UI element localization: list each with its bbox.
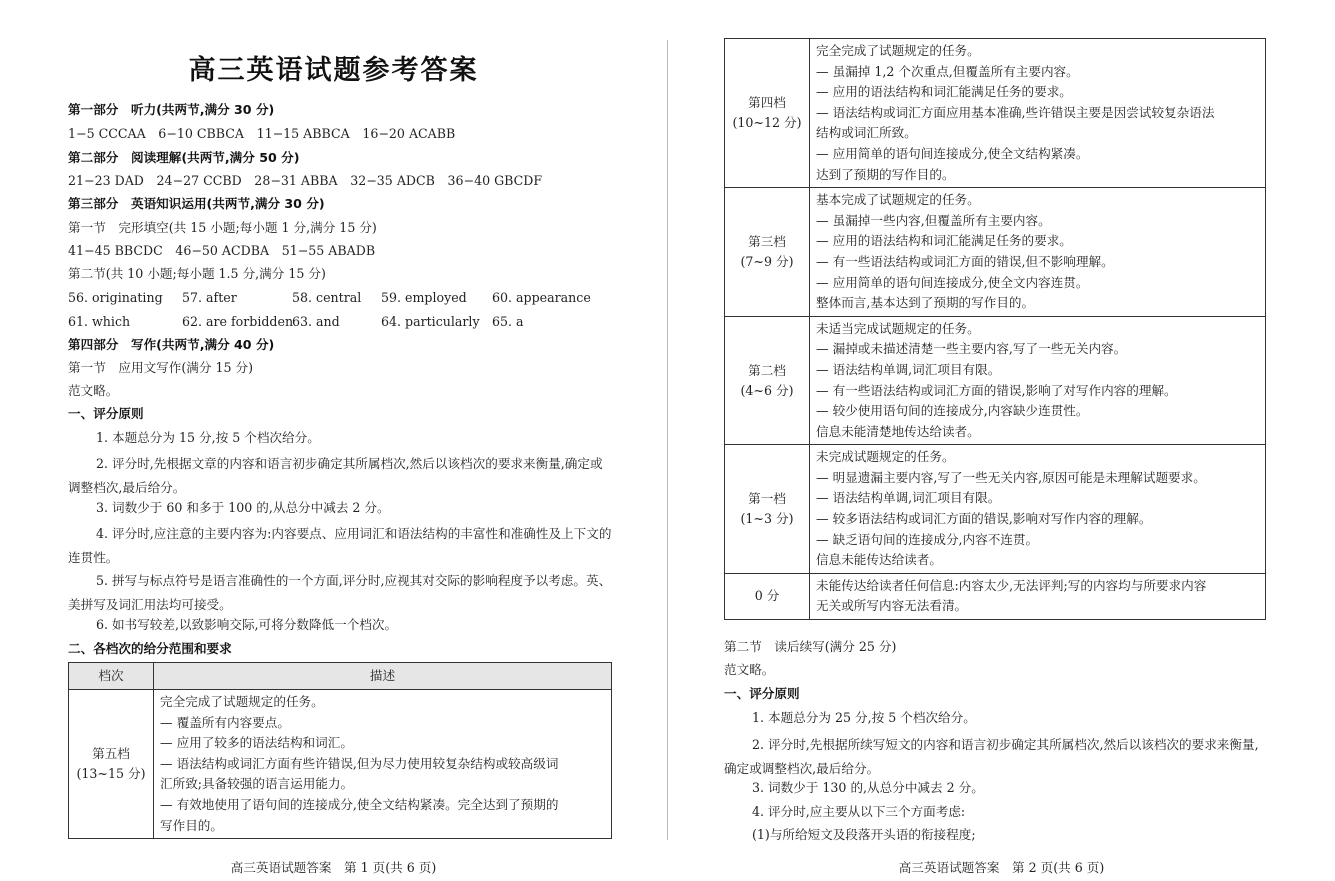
level-cell: [725, 39, 810, 188]
description-line: — 有效地使用了语句间的连接成分,使全文结构紧凑。完全达到了预期的: [160, 796, 559, 812]
grammar-answer: 65. a: [492, 314, 524, 329]
principle-item: 3. 词数少于 130 的,从总分中减去 2 分。: [752, 780, 984, 795]
principle-item: 2. 评分时,先根据所续写短文的内容和语言初步确定其所属档次,然后以该档次的要求来衡量,确定或调整档次,最后给分。: [724, 737, 1259, 776]
description-line: — 有一些语法结构或词汇方面的错误,但不影响理解。: [816, 253, 1114, 269]
description-cell: [810, 316, 1266, 445]
level-name: 第三档: [748, 233, 786, 249]
description-line: 信息未能清楚地传达给读者。: [816, 423, 980, 439]
description-line: — 虽漏掉一些内容,但覆盖所有主要内容。: [816, 212, 1051, 228]
sample-omitted: 范文略。: [724, 662, 775, 677]
grammar-answer: 61. which: [68, 314, 131, 329]
grammar-answer: 57. after: [182, 290, 237, 305]
description-line: — 缺乏语句间的连接成分,内容不连贯。: [816, 531, 1039, 547]
description-line: 未适当完成试题规定的任务。: [816, 320, 980, 336]
description-line: — 应用了较多的语法结构和词汇。: [160, 735, 353, 751]
level-cell: [725, 445, 810, 574]
grammar-answer: 59. employed: [381, 290, 467, 305]
description-line: — 明显遗漏主要内容,写了一些无关内容,原因可能是未理解试题要求。: [816, 469, 1206, 485]
description-line: — 语法结构单调,词汇项目有限。: [816, 361, 1001, 377]
description-line: 汇所致;具备较强的语言运用能力。: [160, 776, 354, 792]
principle-item: 1. 本题总分为 25 分,按 5 个档次给分。: [752, 710, 976, 725]
level-name: 第四档: [748, 95, 786, 111]
description-cell: [810, 188, 1266, 317]
level-range: (7~9 分): [740, 253, 794, 269]
table-row: [69, 690, 612, 839]
table-header-row: [69, 663, 612, 690]
part3-heading: 第三部分 英语知识运用(共两节,满分 30 分): [68, 196, 325, 211]
part1-heading: 第一部分 听力(共两节,满分 30 分): [68, 102, 275, 117]
column-header-level: 档次: [69, 663, 154, 690]
grammar-answer: 58. central: [292, 290, 362, 305]
grammar-answer: 64. particularly: [381, 314, 480, 329]
table-row: [725, 573, 1266, 619]
principles-heading: 一、评分原则: [724, 686, 800, 701]
part3-section1: 第一节 完形填空(共 15 小题;每小题 1 分,满分 15 分): [68, 220, 377, 235]
grammar-answer: 56. originating: [68, 290, 163, 305]
part1-answers: 1−5 CCCAA 6−10 CBBCA 11−15 ABBCA 16−20 ACABB: [68, 126, 456, 141]
table-row: [725, 445, 1266, 574]
sample-omitted: 范文略。: [68, 383, 119, 398]
description-line: 基本完成了试题规定的任务。: [816, 192, 980, 208]
principle-item: (1)与所给短文及段落开头语的衔接程度;: [752, 827, 976, 842]
description-line: — 语法结构或词汇方面有些许错误,但为尽力使用较复杂结构或较高级词: [160, 755, 559, 771]
description-line: 无关或所写内容无法看清。: [816, 598, 968, 614]
grammar-answer: 63. and: [292, 314, 340, 329]
description-line: — 应用简单的语句间连接成分,使全文内容连贯。: [816, 274, 1089, 290]
description-cell: [154, 690, 612, 839]
page-footer: 高三英语试题答案 第 2 页(共 6 页): [898, 860, 1105, 875]
description-line: — 较多语法结构或词汇方面的错误,影响对写作内容的理解。: [816, 511, 1152, 527]
level-range: (4~6 分): [740, 382, 794, 398]
level-name: 第一档: [748, 491, 786, 507]
part3-section1-answers: 41−45 BBCDC 46−50 ACDBA 51−55 ABADB: [68, 243, 376, 258]
grammar-answer: 60. appearance: [492, 290, 591, 305]
grading-table: [68, 662, 612, 839]
description-line: 达到了预期的写作目的。: [816, 166, 955, 182]
description-line: — 应用的语法结构和词汇能满足任务的要求。: [816, 84, 1072, 100]
part4-section1: 第一节 应用文写作(满分 15 分): [68, 360, 253, 375]
level-name: 0 分: [754, 588, 780, 604]
description-line: — 较少使用语句间的连接成分,内容缺少连贯性。: [816, 403, 1089, 419]
description-line: — 有一些语法结构或词汇方面的错误,影响了对写作内容的理解。: [816, 382, 1177, 398]
level-cell: [725, 316, 810, 445]
answer-page-1: [0, 0, 667, 881]
description-line: 完全完成了试题规定的任务。: [160, 694, 324, 709]
part3-section2: 第二节(共 10 小题;每小题 1.5 分,满分 15 分): [68, 266, 326, 281]
part2-answers: 21−23 DAD 24−27 CCBD 28−31 ABBA 32−35 ADCB 36−40 GBCDF: [68, 173, 543, 188]
levels-heading: 二、各档次的给分范围和要求: [68, 641, 232, 656]
principles-heading: 一、评分原则: [68, 406, 144, 421]
principle-item: 4. 评分时,应注意的主要内容为:内容要点、应用词汇和语法结构的丰富性和准确性及上下文的连贯性。: [68, 526, 612, 565]
level-range: (10~12 分): [732, 115, 802, 131]
principle-item: 5. 拼写与标点符号是语言准确性的一个方面,评分时,应视其对交际的影响程度予以考虑。英、美拼写及词汇用法均可接受。: [68, 573, 612, 612]
grading-table-continued: [724, 38, 1266, 620]
level-range: (1~3 分): [740, 511, 794, 527]
level-cell: [725, 188, 810, 317]
page-title: 高三英语试题参考答案: [188, 55, 479, 86]
principle-item: 1. 本题总分为 15 分,按 5 个档次给分。: [96, 430, 320, 445]
page-footer: 高三英语试题答案 第 1 页(共 6 页): [230, 860, 437, 875]
part4-heading: 第四部分 写作(共两节,满分 40 分): [68, 337, 275, 352]
description-line: 写作目的。: [160, 817, 223, 833]
description-line: 结构或词汇所致。: [816, 125, 917, 141]
answer-page-2: [668, 0, 1335, 881]
description-line: — 语法结构单调,词汇项目有限。: [816, 490, 1001, 506]
description-cell: [810, 573, 1266, 619]
level-name: 第五档: [92, 746, 130, 762]
description-line: 完全完成了试题规定的任务。: [816, 43, 980, 58]
principle-item: 4. 评分时,应主要从以下三个方面考虑:: [752, 804, 966, 819]
part4-section2: 第二节 读后续写(满分 25 分): [724, 639, 897, 654]
description-line: — 应用简单的语句间连接成分,使全文结构紧凑。: [816, 145, 1089, 161]
principle-item: 2. 评分时,先根据文章的内容和语言初步确定其所属档次,然后以该档次的要求来衡量,确定或调整档次,最后给分。: [68, 456, 603, 495]
description-cell: [810, 445, 1266, 574]
description-line: 信息未能传达给读者。: [816, 552, 942, 568]
level-cell: [725, 573, 810, 619]
principle-item: 3. 词数少于 60 和多于 100 的,从总分中减去 2 分。: [96, 500, 390, 515]
level-name: 第二档: [748, 362, 786, 378]
level-range: (13~15 分): [76, 766, 146, 782]
description-line: — 覆盖所有内容要点。: [160, 714, 290, 730]
description-line: — 漏掉或未描述清楚一些主要内容,写了一些无关内容。: [816, 341, 1127, 357]
description-line: — 应用的语法结构和词汇能满足任务的要求。: [816, 233, 1072, 249]
table-row: [725, 39, 1266, 188]
principle-item: 6. 如书写较差,以致影响交际,可将分数降低一个档次。: [96, 617, 398, 632]
table-row: [725, 188, 1266, 317]
description-line: 未能传达给读者任何信息:内容太少,无法评判;写的内容均与所要求内容: [816, 577, 1207, 593]
column-header-description: 描述: [154, 663, 612, 690]
description-cell: [810, 39, 1266, 188]
table-row: [725, 316, 1266, 445]
description-line: — 语法结构或词汇方面应用基本准确,些许错误主要是因尝试较复杂语法: [816, 104, 1215, 120]
part2-heading: 第二部分 阅读理解(共两节,满分 50 分): [68, 150, 300, 165]
level-cell: [69, 690, 154, 839]
description-line: 整体而言,基本达到了预期的写作目的。: [816, 295, 1035, 311]
description-line: — 虽漏掉 1,2 个次重点,但覆盖所有主要内容。: [816, 63, 1079, 79]
description-line: 未完成试题规定的任务。: [816, 449, 955, 465]
grammar-answer: 62. are forbidden: [182, 314, 294, 329]
